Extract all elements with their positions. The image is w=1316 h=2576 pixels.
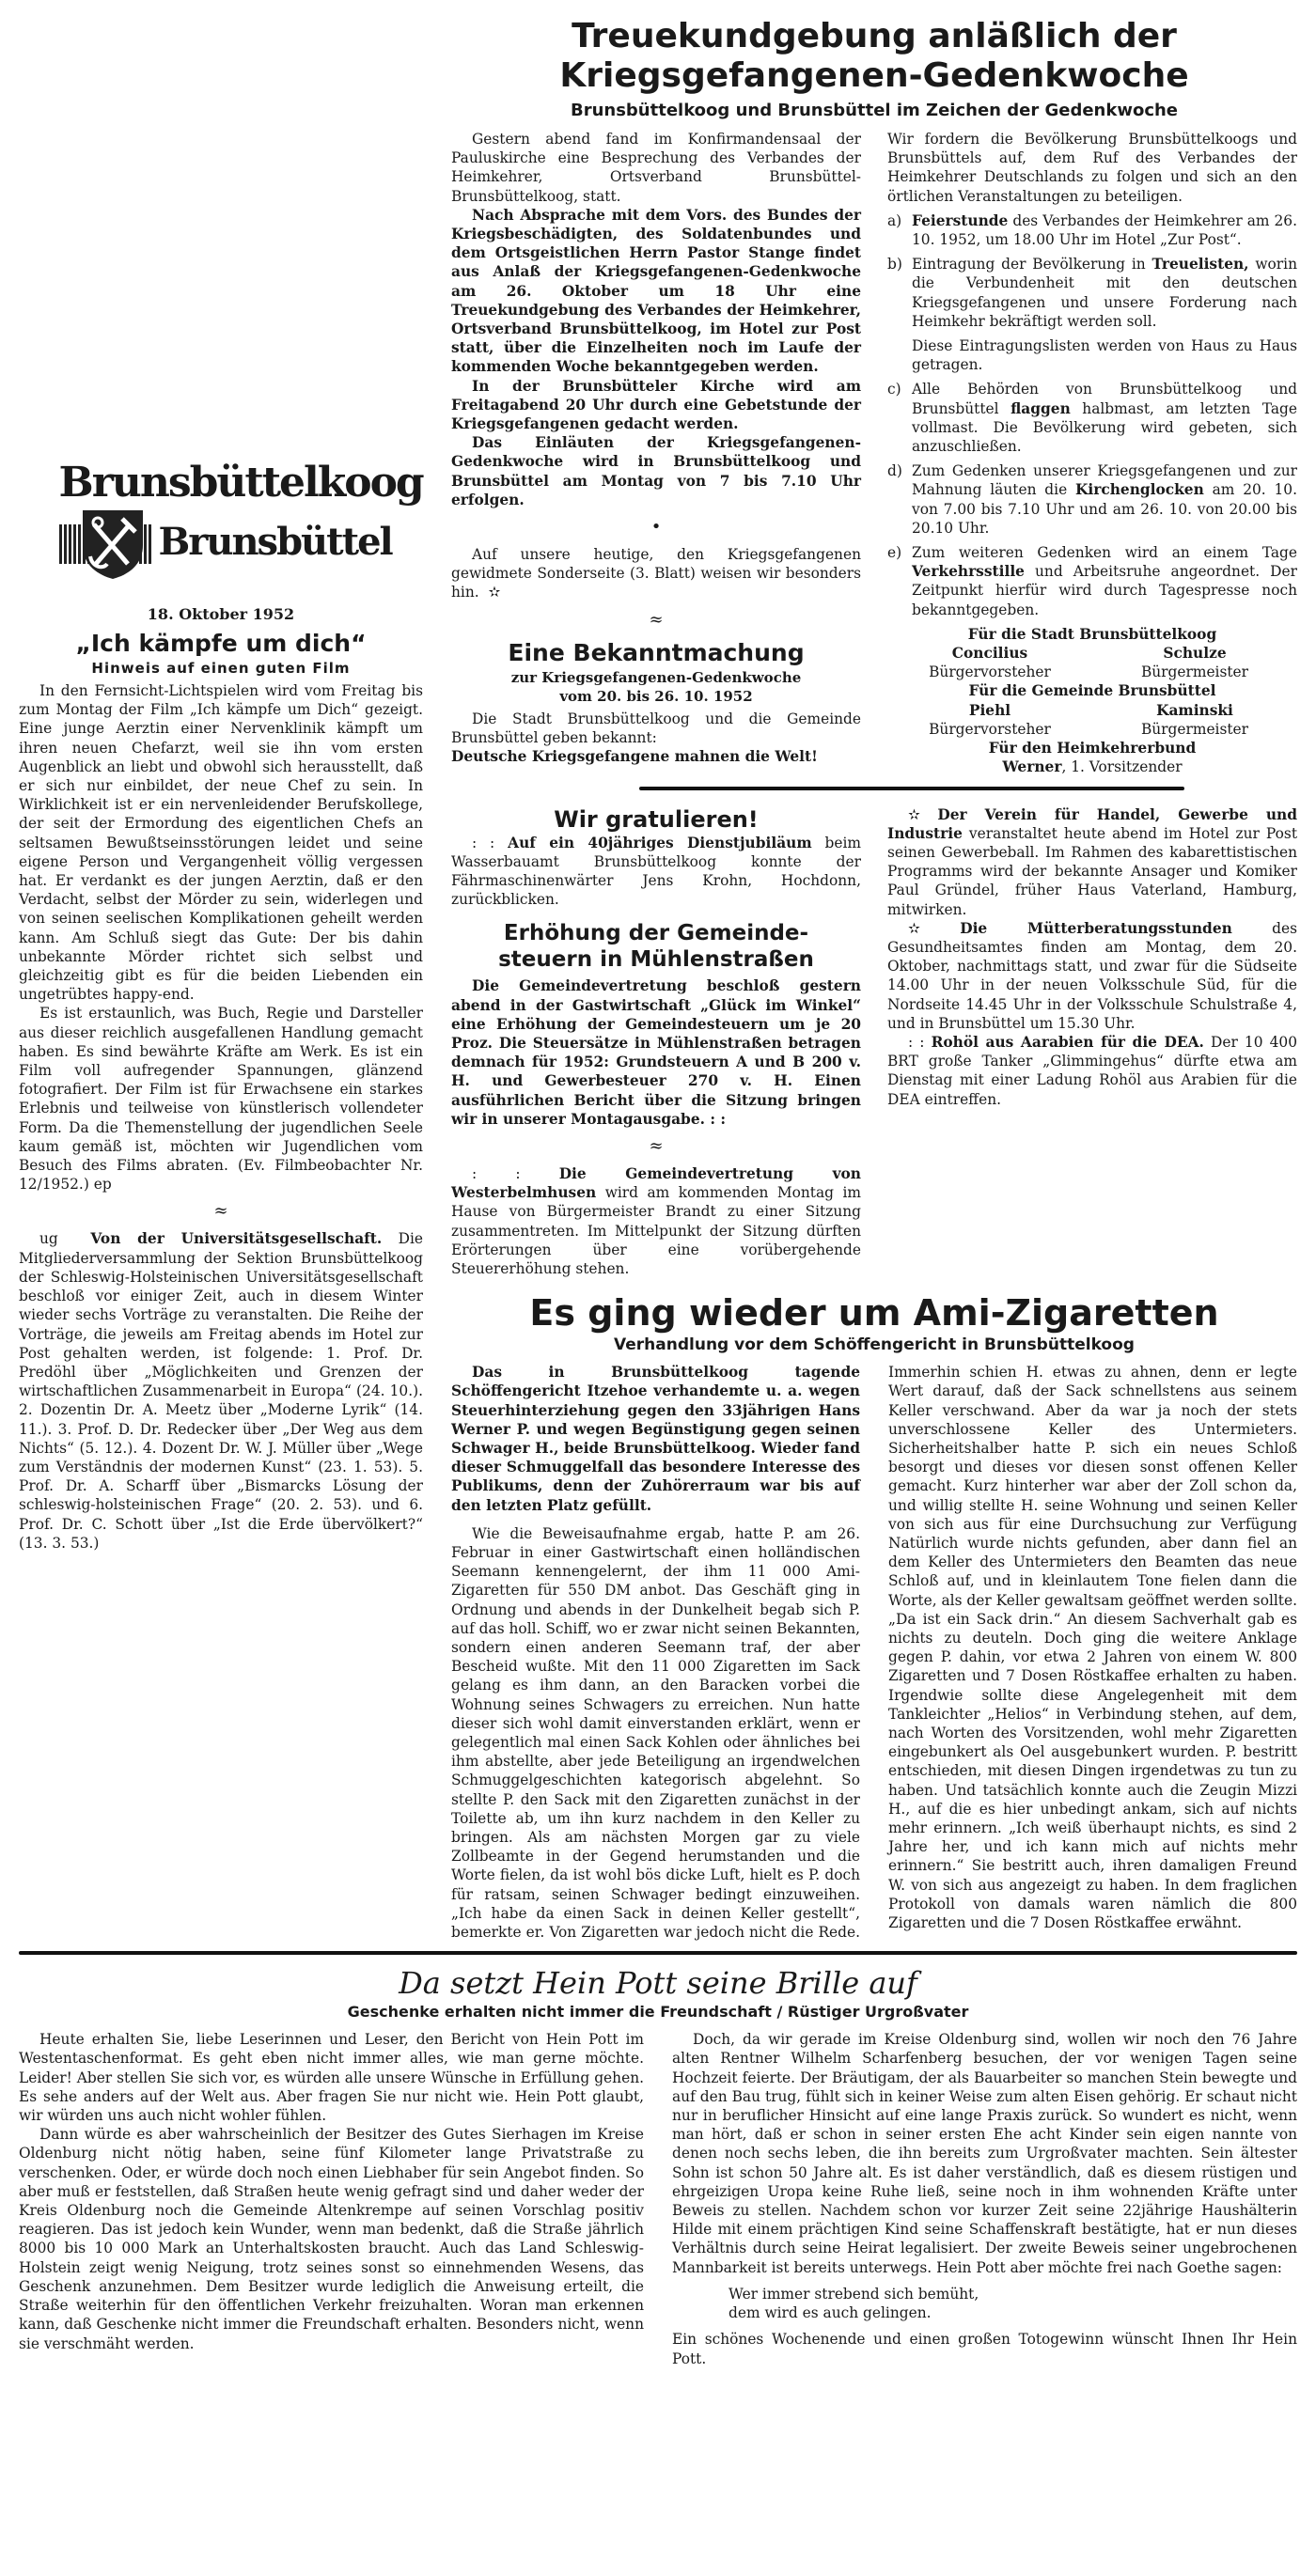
ami-article-body: [451, 1363, 1297, 1942]
ami-headline: Es ging wieder um Ami-Zigaretten: [529, 1292, 1219, 1335]
steuern-body: [451, 976, 861, 1129]
bekanntmachung-right-subcolumn: [887, 130, 1297, 777]
ami-subheadline: Verhandlung vor dem Schöffengericht in Brunsbüttelkoog: [614, 1335, 1135, 1355]
goethe-verse: [728, 2285, 1297, 2322]
list-text: Eintragung der Bevölkerung in: [912, 256, 1152, 273]
marker-glyph: : :: [908, 1033, 925, 1051]
treue-paragraph: Nach Absprache mit dem Vors. des Bundes der Kriegsbeschädigten, des Soldatenbundes und dem Ortsgeistlichen Herrn Pastor Stange findet aus Anlaß der Kriegsgefangenen-Gedenkwoche am 26. Oktober um 18 Uhr eine Treuekundgebung des Verbandes der Heimkehrer, Ortsverband Brunsbüttelkoog, im Hotel zur Post statt, über die Einzelheiten noch im Laufe der kommenden Woche bekanntgegeben werden.: [451, 206, 861, 376]
heinpott-closing: Ein schönes Wochenende und einen großen Totogewinn wünscht Ihnen Ihr Hein Pott.: [672, 2331, 1297, 2367]
steuern-headline: [451, 920, 861, 973]
list-text: Zum weiteren Gedenken wird an einem Tage: [912, 544, 1297, 562]
list-text: am 20. 10. von 7.00 bis 7.10 Uhr und am 26. 10. von 20.00 bis 20.10 Uhr.: [912, 481, 1297, 537]
bekanntmachung-headline: Eine Bekanntmachung: [508, 638, 805, 666]
list-label: a): [887, 211, 902, 229]
masthead: [58, 459, 423, 600]
film-headline: „Ich kämpfe um dich“: [75, 630, 367, 657]
treue-left-subcolumn: [451, 130, 861, 777]
list-text: und Arbeitsruhe angeordnet. Der Zeitpunkt hierfür wird durch Tagespresse noch bekanntgegeben.: [912, 563, 1297, 618]
bekanntmachung-sub1: zur Kriegsgefangenen-Gedenkwoche: [510, 668, 802, 686]
westerbelmhusen-lead: Die Gemeindevertretung von Westerbelmhusen: [451, 1164, 862, 1202]
verein-text: veranstaltet heute abend im Hotel zur Post seinen Gewerbeball. Im Rahmen des kabarettistischen Programms wird der bekannte Ansager und Komiker Paul Gründel, früher Haus Vaterland, Hamburg, mitwirken.: [887, 824, 1297, 918]
list-label: c): [887, 381, 901, 398]
signature-heading: Für die Stadt Brunsbüttelkoog: [967, 625, 1217, 643]
rohoel-text: Der 10 400 BRT große Tanker „Glimmingehus“ dürfte etwa am Dienstag mit einer Ladung Rohöl aus Arabien für die DEA eintreffen.: [887, 1033, 1297, 1108]
star-ornament-icon: ✫: [488, 584, 501, 601]
list-text: des Verbandes der Heimkehrer am 26. 10. 1952, um 18.00 Uhr im Hotel „Zur Post“.: [912, 211, 1297, 249]
signatory-role: Bürgervorsteher: [929, 664, 1051, 681]
signature-heading: Für den Heimkehrerbund: [988, 740, 1197, 757]
dot-ornament-icon: •: [650, 517, 662, 538]
right-column: [451, 17, 1297, 1942]
wave-ornament-icon: ≈: [213, 1201, 228, 1222]
muetter-text: des Gesundheitsamtes finden am Montag, dem 20. Oktober, nachmittags statt, und zwar für die Südseite 14.00 Uhr in der neuen Volksschule Süd, für die Nordseite 14.45 Uhr in der Volksschule Schulstraße 4, und in Brunsbüttel um 15.30 Uhr.: [887, 919, 1297, 1032]
ami-lead: Das in Brunsbüttelkoog tagende Schöffengericht Itzehoe verhandemte u. a. wegen Steuerhinterziehung gegen den 33jährigen Hans Werner P. und wegen Begünstigung gegen seinen Schwager H., beide Brunsbüttelkoog. Wieder fand dieser Schmuggelfall das besondere Interesse des Publikums, denn der Zuhörerraum war bis auf den letzten Platz gefüllt.: [451, 1364, 860, 1514]
local-news-shorts: [887, 800, 1297, 1279]
signatory-role: Bürgermeister: [1140, 720, 1249, 738]
verse-line: dem wird es auch gelingen.: [728, 2304, 932, 2322]
heinpott-paragraph: Doch, da wir gerade im Kreise Oldenburg sind, wollen wir noch den 76 Jahre alten Rentner Wilhelm Scharfenberg besuchen, der vor wenigen Tagen seine Hochzeit feierte. Der Bräutigam, der als Bauarbeiter so manchen Stein bewegte und auf den Bau trug, fühlt sich in keiner Weise zum alten Eisen gehörig. Er schaut nicht nur in beruflicher Hinsicht auf eine lange Praxis zurück. So wundert es nicht, wenn man hört, daß er schon in seiner ersten Ehe acht Kinder sein eigen nannte von denen noch sechs leben, die ihn bereits zum Urgroßvater machten. Sein ältester Sohn ist schon 50 Jahre alt. Es ist daher verständlich, daß es diesem rüstigen und ehrgeizigen Uropa keine Ruhe ließ, seine noch in ihm wohnenden Kräfte unter Beweis zu stellen. Nachdem schon vor kurzer Zeit seine 22jährige Haushälterin Hilde mit einem prächtigen Kind seine Schaffenskraft bestätigte, hat er nun dieses Verhältnis durch seine Heirat legalisiert. Der zweite Beweis seiner ungebrochenen Mannbarkeit ist bereits unterwegs. Hein Pott aber möchte frei nach Goethe sagen:: [672, 2031, 1297, 2276]
bekanntmachung-motto: Deutsche Kriegsgefangene mahnen die Welt!: [451, 748, 818, 766]
list-text: halbmast, am letzten Tage vollmast. Die Bevölkerung wird gebeten, sich anzuschließen.: [912, 399, 1297, 456]
westerbelmhusen-body: [451, 1164, 861, 1278]
list-label: e): [887, 544, 902, 562]
star-ornament-icon: ✫: [908, 919, 920, 937]
ami-paragraph: Wie die Beweisaufnahme ergab, hatte P. am 26. Februar in einer Gastwirtschaft einen holländischen Seemann kennengelernt, der ihm 11 000 Ami-Zigaretten für 550 DM anbot. Das Geschäft ging in Ordnung und abends in der Dunkelheit begab sich P. auf das holl. Schiff, wo er zwar nicht seinen Bekannten, sondern einen anderen Seemann traf, der aber Bescheid wußte. Mit den 11 000 Zigaretten im Sack gelang es ihm dann, an den Baracken vorbei die Wohnung seines Schwagers zu erreichen. Nun hatte dieser sich wohl damit einverstanden erklärt, wenn er gelegentlich mal einen Sack Kohlen oder ähnliches bei ihm abstellte, aber jede Beteiligung an irgendwelchen Schmuggelgeschichten kategorisch abgelehnt. So stellte P. den Sack mit den Zigaretten zunächst in der Toilette ab, um ihn kurz nachdem in den Keller zu bringen. Als am nächsten Morgen gar zu viele Zollbeamte in der Gegend herumstanden und die Worte fielen, da ist wohl bös dicke Luft, hielt es P. doch für ratsam, seinen Schwager bedingt einzuweihen. „Ich habe da einen Sack in deinen Keller gestellt“, bemerkte er. Von Zigaretten war jedoch nicht die Rede. Immerhin schien H. etwas zu ahnen, denn er legte Wert darauf, daß der Sack schnellstens aus seinem Keller verschwand. Aber da war ja noch der stets unverschlossene Keller des Untermieters. Sicherheitshalber hatte P. sich ein neues Schloß besorgt und dieses vor diesen sonst offenen Keller gemacht. Kurz hinterher war aber der Zoll schon da, und willig stellte H. seine Wohnung und seinen Keller von sich aus für eine Durchsuchung zur Verfügung Natürlich wurde nichts gefunden, aber dann fiel an dem Keller des Untermieters den Beamten das neue Schloß auf, und in kleinlautem Tone fielen dann die Worte, als der Keller gewaltsam geöffnet werden sollte. „Da ist ein Sack drin.“ An diesem Sachverhalt gab es nichts zu deuteln. Doch ging die weitere Anklage gegen P. dahin, vor etwa 2 Jahren von einem W. 800 Zigaretten und 7 Dosen Röstkaffee erhalten zu haben. Irgendwie sollte diese Angelegenheit mit dem Tankleichter „Helios“ in Verbindung stehen, auf dem, nach Worten des Vorsitzenden, wohl mehr Zigaretten eingebunkert als Oel ausgebunkert wurden. P. bestritt entschieden, mit diesen Dingen irgendetwas zu tun zu haben. Und tatsächlich konnte auch die Zeugin Mizzi H., auf die es hier unbedingt ankam, sich auf nichts mehr erinnern. „Ich weiß überhaupt nichts, es sind 2 Jahre her, und ich kann mich auf nichts mehr erinnern.“ Sie bestritt auch, ihren damaligen Freund W. von sich aus angezeigt zu haben. In dem fraglichen Protokoll von damals waren nämlich die 800 Zigaretten und die 7 Dosen Röstkaffee erwähnt.: [451, 1364, 1297, 1942]
bekanntmachung-call: Wir fordern die Bevölkerung Brunsbüttelkoogs und Brunsbüttels auf, dem Ruf des Verbandes der Heimkehrer Deutschlands zu folgen und sich an den örtlichen Veranstaltungen zu beteiligen.: [887, 131, 1297, 205]
university-text: Die Mitgliederversammlung der Sektion Brunsbüttelkoog der Schleswig-Holsteinischen Universitätsgesellschaft beschloß vor einiger Zeit, auch in diesem Winter wieder sechs Vorträge zu veranstalten. Die Reihe der Vorträge, die jeweils am Freitag abends im Hotel zur Post gehalten werden, ist folgende: 1. Prof. Dr. Predöhl über „Möglichkeiten und Grenzen der wirtschaftlichen Zusammenarbeit in Europa“ (24. 10.). 2. Dozentin Dr. A. Meetz über „Moderne Lyrik“ (14. 11.). 3. Prof. D. Dr. Redecker über „Der Weg aus dem Nichts“ (5. 12.). 4. Dozent Dr. W. J. Müller über „Wege zum Verständnis der modernen Kunst“ (23. 1. 53). 5. Prof. Dr. A. Scharff über „Bismarcks Lösung der schleswig-holsteinischen Frage“ (20. 2. 53). und 6. Prof. Dr. C. Schott über „Ist die Erde übervölkert?“ (13. 3. 53.): [19, 1230, 423, 1552]
film-paragraph: Es ist erstaunlich, was Buch, Regie und Darsteller aus dieser reichlich ausgefallenen Handlung gemacht haben. Es sind bewährte Kräfte am Werk. Es ist ein Film voll aufregender Spannungen, glänzend fotografiert. Der Film ist für Erwachsene ein starkes Erlebnis und teilweise von künstlerisch vollendeter Form. Da die Themenstellung der jugendlichen Seele kaum gemäß ist, möchten wir Jugendlichen vom Besuch des Films abraten. (Ev. Filmbeobachter Nr. 12/1952.) ep: [19, 1005, 423, 1194]
bekanntmachung-intro: [451, 710, 861, 767]
list-label: b): [887, 256, 902, 273]
list-item: [887, 543, 1297, 619]
list-item: [887, 211, 1297, 249]
list-text: Alle Behörden von Brunsbüttelkoog und Brunsbüttel: [912, 381, 1297, 417]
signatory-role: , 1. Vorsitzender: [1061, 758, 1183, 776]
list-label: d): [887, 462, 902, 480]
masthead-title-brunsbuettel: Brunsbüttel: [153, 515, 398, 570]
section-divider: [19, 1951, 1297, 1955]
signature-heading: Für die Gemeinde Brunsbüttel: [968, 682, 1216, 700]
gratulieren-body: [451, 834, 861, 910]
issue-date: 18. Oktober 1952: [147, 605, 295, 623]
film-article-body: [19, 681, 423, 1194]
gratulieren-headline: Wir gratulieren!: [554, 805, 759, 833]
steuern-headline-line2: steuern in Mühlenstraßen: [498, 947, 814, 973]
heinpott-headline: Da setzt Hein Pott seine Brille auf: [399, 1965, 917, 2002]
author-initials: ug: [39, 1230, 58, 1248]
star-ornament-icon: ✫: [908, 805, 920, 823]
treue-headline-line2: Kriegsgefangenen-Gedenkwoche: [559, 56, 1189, 95]
list-emphasis: Feierstunde: [912, 211, 1009, 229]
signatory-role: Bürgermeister: [1140, 664, 1249, 681]
treue-section: [451, 130, 1297, 777]
film-paragraph: In den Fernsicht-Lichtspielen wird vom Freitag bis zum Montag der Film „Ich kämpfe um Dich“ gezeigt. Eine junge Aerztin einer Nervenklinik kämpft um ihren neuen Chefarzt, weil sie ihn vom ersten Augenblick an liebt und obwohl sich herausstellt, daß er sich nur einbildet, der neue Chef zu sein. In Wirklichkeit ist er ein nervenleidender Berufskollege, der seit der Ermordung des eigentlichen Chefs an seltsamen Bewußtseinsstörungen leidet und seine eigene Person und Vergangenheit völlig vergessen hat. Er verdankt es der jungen Aerztin, daß er den Verdacht, selbst der Mörder zu sein, widerlegen und von seinen seelischen Komplikationen geheilt werden kann. Am Schluß siegt das Gute: Der bis dahin unbekannte Mörder richtet sich selbst und gleichzeitig gibt es für die beiden Liebenden ein ungetrübtes happy-end.: [19, 682, 423, 1004]
film-subheadline: Hinweis auf einen guten Film: [91, 660, 351, 677]
signatory-name: Werner: [1002, 758, 1062, 776]
signatory-name: Piehl: [968, 701, 1011, 719]
signatures: [887, 625, 1297, 777]
steuern-text: Die Gemeindevertretung beschloß gestern abend in der Gastwirtschaft „Glück im Winkel“ eine Erhöhung der Gemeindesteuern um je 20 Proz. Die Steuersätze in Mühlenstraßen betragen demnach für 1952: Grundsteuern A und B 200 v. H. und Gewerbesteuer 270 v. H. Einen ausführlichen Bericht über die Sitzung bringen wir in unserer Montagausgabe. : :: [451, 977, 861, 1128]
list-item: [887, 255, 1297, 374]
heinpott-paragraph: Dann würde es aber wahrscheinlich der Besitzer des Gutes Sierhagen im Kreise Oldenburg nicht nötig haben, seine fünf Kilometer lange Privatstraße zu verschenken. Oder, er würde doch noch einen Liebhaber für sein Angebot finden. So aber muß er feststellen, daß Straßen heute wenig gefragt sind und daher weder der Kreis Oldenburg noch die Gemeinde Altenkrempe auf seinen Vorschlag positiv reagieren. Das ist jedoch kein Wunder, wenn man bedenkt, daß die Straße jährlich 8000 bis 10 000 Mark an Unterhaltskosten braucht. Auch das Land Schleswig-Holstein zeigt wenig Neigung, trotz seines sonst so einnehmenden Wesens, das Geschenk anzunehmen. Dem Besitzer wurde lediglich die Anweisung erteilt, die Straße weiterhin für den öffentlichen Verkehr freizuhalten. Woran man erkennen kann, daß Geschenke nicht immer die Freundschaft erhalten. Besonders nicht, wenn sie verschmäht werden.: [19, 2126, 644, 2352]
treue-paragraph: Gestern abend fand im Konfirmandensaal der Pauluskirche eine Besprechung des Verbandes der Heimkehrer, Ortsverband Brunsbüttel-Brunsbüttelkoog, statt.: [451, 131, 861, 205]
signatory-name: Kaminski: [1156, 701, 1233, 719]
marker-glyph: : :: [472, 834, 495, 851]
wave-ornament-icon: ≈: [649, 609, 664, 630]
list-text: Zum Gedenken unserer Kriegsgefangenen und zur Mahnung läuten die: [912, 462, 1297, 499]
wave-ornament-icon: ≈: [649, 1135, 664, 1156]
treue-article-body: [451, 130, 861, 509]
treue-paragraph: In der Brunsbütteler Kirche wird am Freitagabend 20 Uhr durch eine Gebetstunde der Kriegsgefangenen gedacht werden.: [451, 377, 861, 433]
bekanntmachung-subheadline: [451, 668, 861, 706]
heinpott-article-body: [19, 2030, 1297, 2367]
list-item: [887, 461, 1297, 538]
treue-headline-line1: Treuekundgebung anläßlich der: [572, 17, 1177, 55]
university-lead: Von der Universitätsgesellschaft.: [90, 1230, 383, 1248]
westerbelmhusen-text: wird am kommenden Montag im Hause von Bürgermeister Brandt zu einer Sitzung zusammentreten. Im Mittelpunkt der Sitzung dürften Erörterungen über eine vorübergehende Steuererhöhung stehen.: [451, 1184, 861, 1277]
steuern-headline-line1: Erhöhung der Gemeinde-: [503, 921, 809, 946]
bottom-section: [19, 1942, 1297, 2367]
university-article: [19, 1229, 423, 1552]
rohoel-lead: Rohöl aus Aarabien für die DEA.: [931, 1033, 1204, 1051]
bekanntmachung-continued: [887, 130, 1297, 777]
muetter-lead: Die Mütterberatungsstunden: [960, 919, 1232, 937]
list-emphasis: Kirchenglocken: [1075, 481, 1204, 499]
sonderseite-note: [451, 545, 861, 602]
list-text: worin die Verbundenheit mit den deutschen Kriegsgefangenen und unsere Forderung nach Heimkehr bekräftigt werden soll.: [912, 256, 1297, 330]
list-note: Diese Eintragungslisten werden von Haus zu Haus getragen.: [912, 337, 1297, 374]
marker-glyph: : :: [472, 1164, 521, 1182]
list-emphasis: Treuelisten,: [1152, 256, 1249, 273]
local-news-section: [451, 800, 1297, 1279]
local-news-left-subcolumn: [451, 800, 861, 1279]
list-item: [887, 380, 1297, 456]
bekanntmachung-sub2: vom 20. bis 26. 10. 1952: [559, 687, 753, 705]
left-column: [19, 17, 423, 1942]
verein-lead: Der Verein für Handel, Gewerbe und Industrie: [887, 805, 1297, 842]
treue-subheadline: Brunsbüttelkoog und Brunsbüttel im Zeichen der Gedenkwoche: [570, 101, 1179, 120]
masthead-title-brunsbuettelkoog: Brunsbüttelkoog: [58, 459, 423, 507]
section-divider: [639, 787, 1184, 790]
treue-headline: [451, 17, 1297, 96]
verse-line: Wer immer strebend sich bemüht,: [728, 2285, 979, 2303]
gratulieren-lead: Auf ein 40jähriges Dienstjubiläum: [508, 834, 812, 851]
signatory-role: Bürgervorsteher: [929, 720, 1051, 738]
bekanntmachung-intro-text: Die Stadt Brunsbüttelkoog und die Gemeinde Brunsbüttel geben bekannt:: [451, 710, 861, 746]
coat-of-arms-anchor-icon: [80, 507, 146, 581]
list-emphasis: flaggen: [1010, 399, 1071, 417]
signatory-name: Schulze: [1163, 645, 1227, 663]
gratulieren-text: beim Wasserbauamt Brunsbüttelkoog konnte der Fährmaschinenwärter Jens Krohn, Hochdonn, zurückblicken.: [451, 834, 861, 909]
list-emphasis: Verkehrsstille: [912, 563, 1025, 581]
heinpott-paragraph: Heute erhalten Sie, liebe Leserinnen und Leser, den Bericht von Hein Pott im Westentaschenformat. Es geht eben nicht immer alles, wie man gerne möchte. Leider! Aber stellen Sie sich vor, es würden alle unsere Wünsche in Erfüllung gehen. Es sehe anders auf der Welt aus. Aber fragen Sie nur nicht wie. Hein Pott glaubt, wir würden uns auch nicht wohler fühlen.: [19, 2031, 644, 2125]
heinpott-subheadline: Geschenke erhalten nicht immer die Freundschaft / Rüstiger Urgroßvater: [347, 2003, 969, 2022]
sonderseite-text: Auf unsere heutige, den Kriegsgefangenen gewidmete Sonderseite (3. Blatt) weisen wir besonders hin.: [451, 546, 861, 601]
treue-paragraph: Das Einläuten der Kriegsgefangenen-Gedenkwoche wird in Brunsbüttelkoog und Brunsbüttel am Montag von 7 bis 7.10 Uhr erfolgen.: [451, 434, 861, 508]
signatory-name: Concilius: [951, 645, 1028, 663]
